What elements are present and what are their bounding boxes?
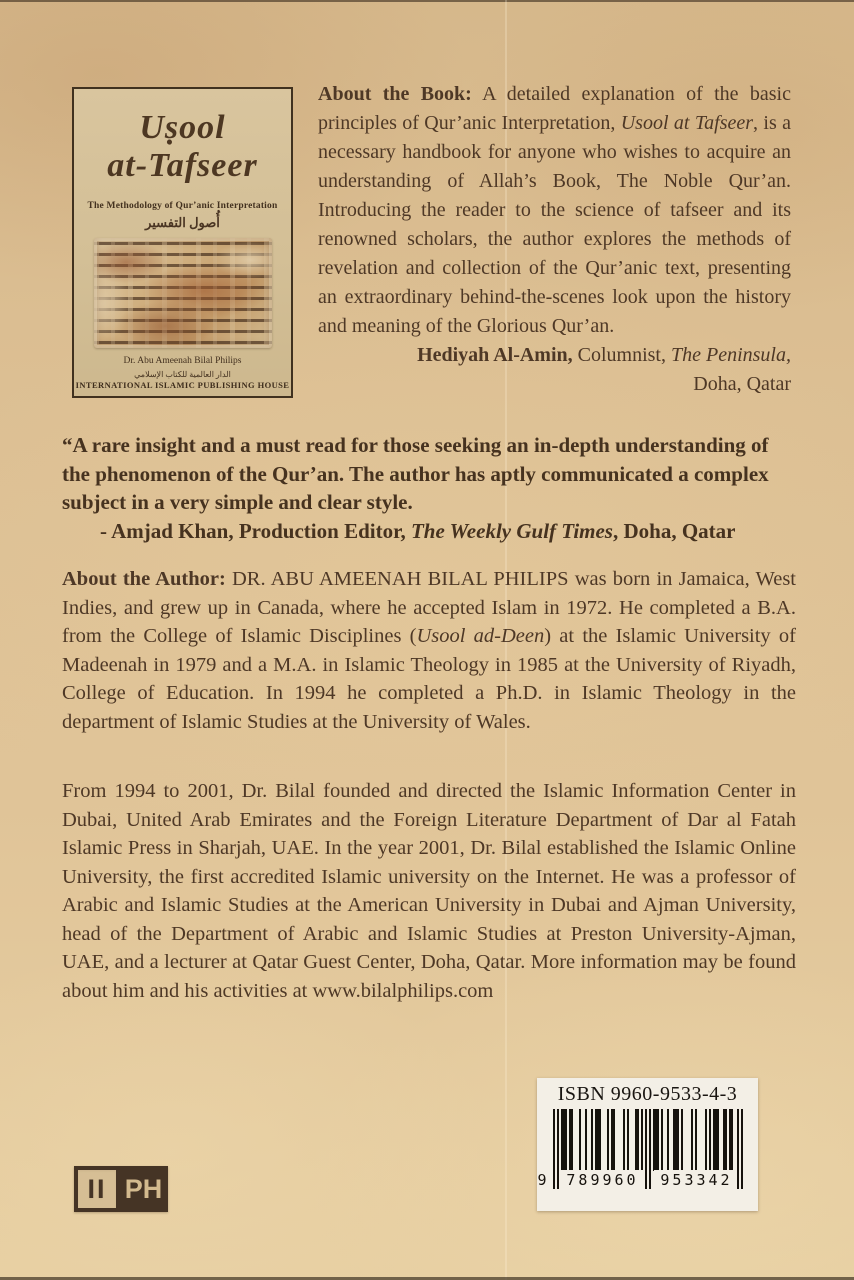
cover-title-line2: at-Tafseer <box>107 147 258 184</box>
about-the-book-paragraph: About the Book: A detailed explanation of the basic principles of Qur’anic Interpretation, Usool at Tafseer, is a necessary handbook for anyone who wishes to acquire an understanding of Allah’s Book, The Noble Qur’an. Introducing the reader to the science of tafseer and its renowned scholars, the author explores the methods of revelation and collection of the Qur’anic text, presenting an extraordinary behind-the-scenes look upon the history and meaning of the Glorious Qur’an. <box>318 83 792 337</box>
cover-arabic-title: أُصول التفسير <box>145 215 220 230</box>
manuscript-image <box>94 238 272 348</box>
barcode-digits-left: 789960 <box>560 1170 643 1190</box>
barcode-bars <box>537 1109 743 1205</box>
cover-title <box>74 109 291 185</box>
iiph-logo-left: II <box>74 1166 120 1212</box>
book-review-attribution: Hediyah Al-Amin, Columnist, The Peninsula, <box>417 344 791 366</box>
isbn-barcode <box>537 1078 758 1211</box>
isbn-label: ISBN 9960-9533-4-3 <box>557 1083 738 1105</box>
career-paragraph: From 1994 to 2001, Dr. Bilal founded and directed the Islamic Information Center in Dubai, United Arab Emirates and the Foreign Literature Department of Dar al Fatah Islamic Press in Sharjah, UAE. In the year 2001, Dr. Bilal established the Islamic Online University, the first accredited Islamic university on the Internet. He was a professor of Arabic and Islamic Studies at the American University in Dubai and Ajman University, head of the Department of Arabic and Islamic Studies at Preston University-Ajman, UAE, and a lecturer at Qatar Guest Center, Doha, Qatar. More information may be found about him and his activities at www.bilalphilips.com <box>62 780 796 1002</box>
cover-title-line1: Uṣool <box>139 109 226 146</box>
cover-publisher: INTERNATIONAL ISLAMIC PUBLISHING HOUSE <box>75 380 290 390</box>
press-quote-attribution: - Amjad Khan, Production Editor, The Weekly Gulf Times, Doha, Qatar <box>100 518 736 543</box>
cover-subtitle: The Methodology of Qur’anic Interpretation <box>87 201 278 211</box>
about-the-author-paragraph: About the Author: DR. ABU AMEENAH BILAL PHILIPS was born in Jamaica, West Indies, and grew up in Canada, where he accepted Islam in 1972. He completed a B.A. from the College of Islamic Disciplines (Usool ad-Deen) at the Islamic University of Madeenah in 1979 and a M.A. in Islamic Theology in 1985 at the University of Riyadh, College of Education. In 1994 he completed a Ph.D. in Islamic Theology in the department of Islamic Studies at the University of Wales. <box>62 568 796 733</box>
about-the-author-section <box>62 565 796 736</box>
book-review-attribution-location: Doha, Qatar <box>693 373 791 395</box>
iiph-publisher-logo <box>74 1166 168 1212</box>
about-the-book-section <box>318 80 791 399</box>
barcode-digits-right: 953342 <box>654 1170 737 1190</box>
cover-publisher-arabic: الدار العالمية للكتاب الإسلامي <box>134 370 231 379</box>
press-quote-section <box>62 431 796 545</box>
press-quote-text: “A rare insight and a must read for those seeking an in-depth understanding of the phenomenon of the Qur’an. The author has aptly communicated a complex subject in a very simple and clear style. <box>62 433 769 514</box>
barcode-leading-digit: 9 <box>537 1171 547 1189</box>
cover-author: Dr. Abu Ameenah Bilal Philips <box>123 356 242 366</box>
iiph-logo-right: PH <box>119 1166 168 1212</box>
front-cover-thumbnail <box>72 87 293 398</box>
